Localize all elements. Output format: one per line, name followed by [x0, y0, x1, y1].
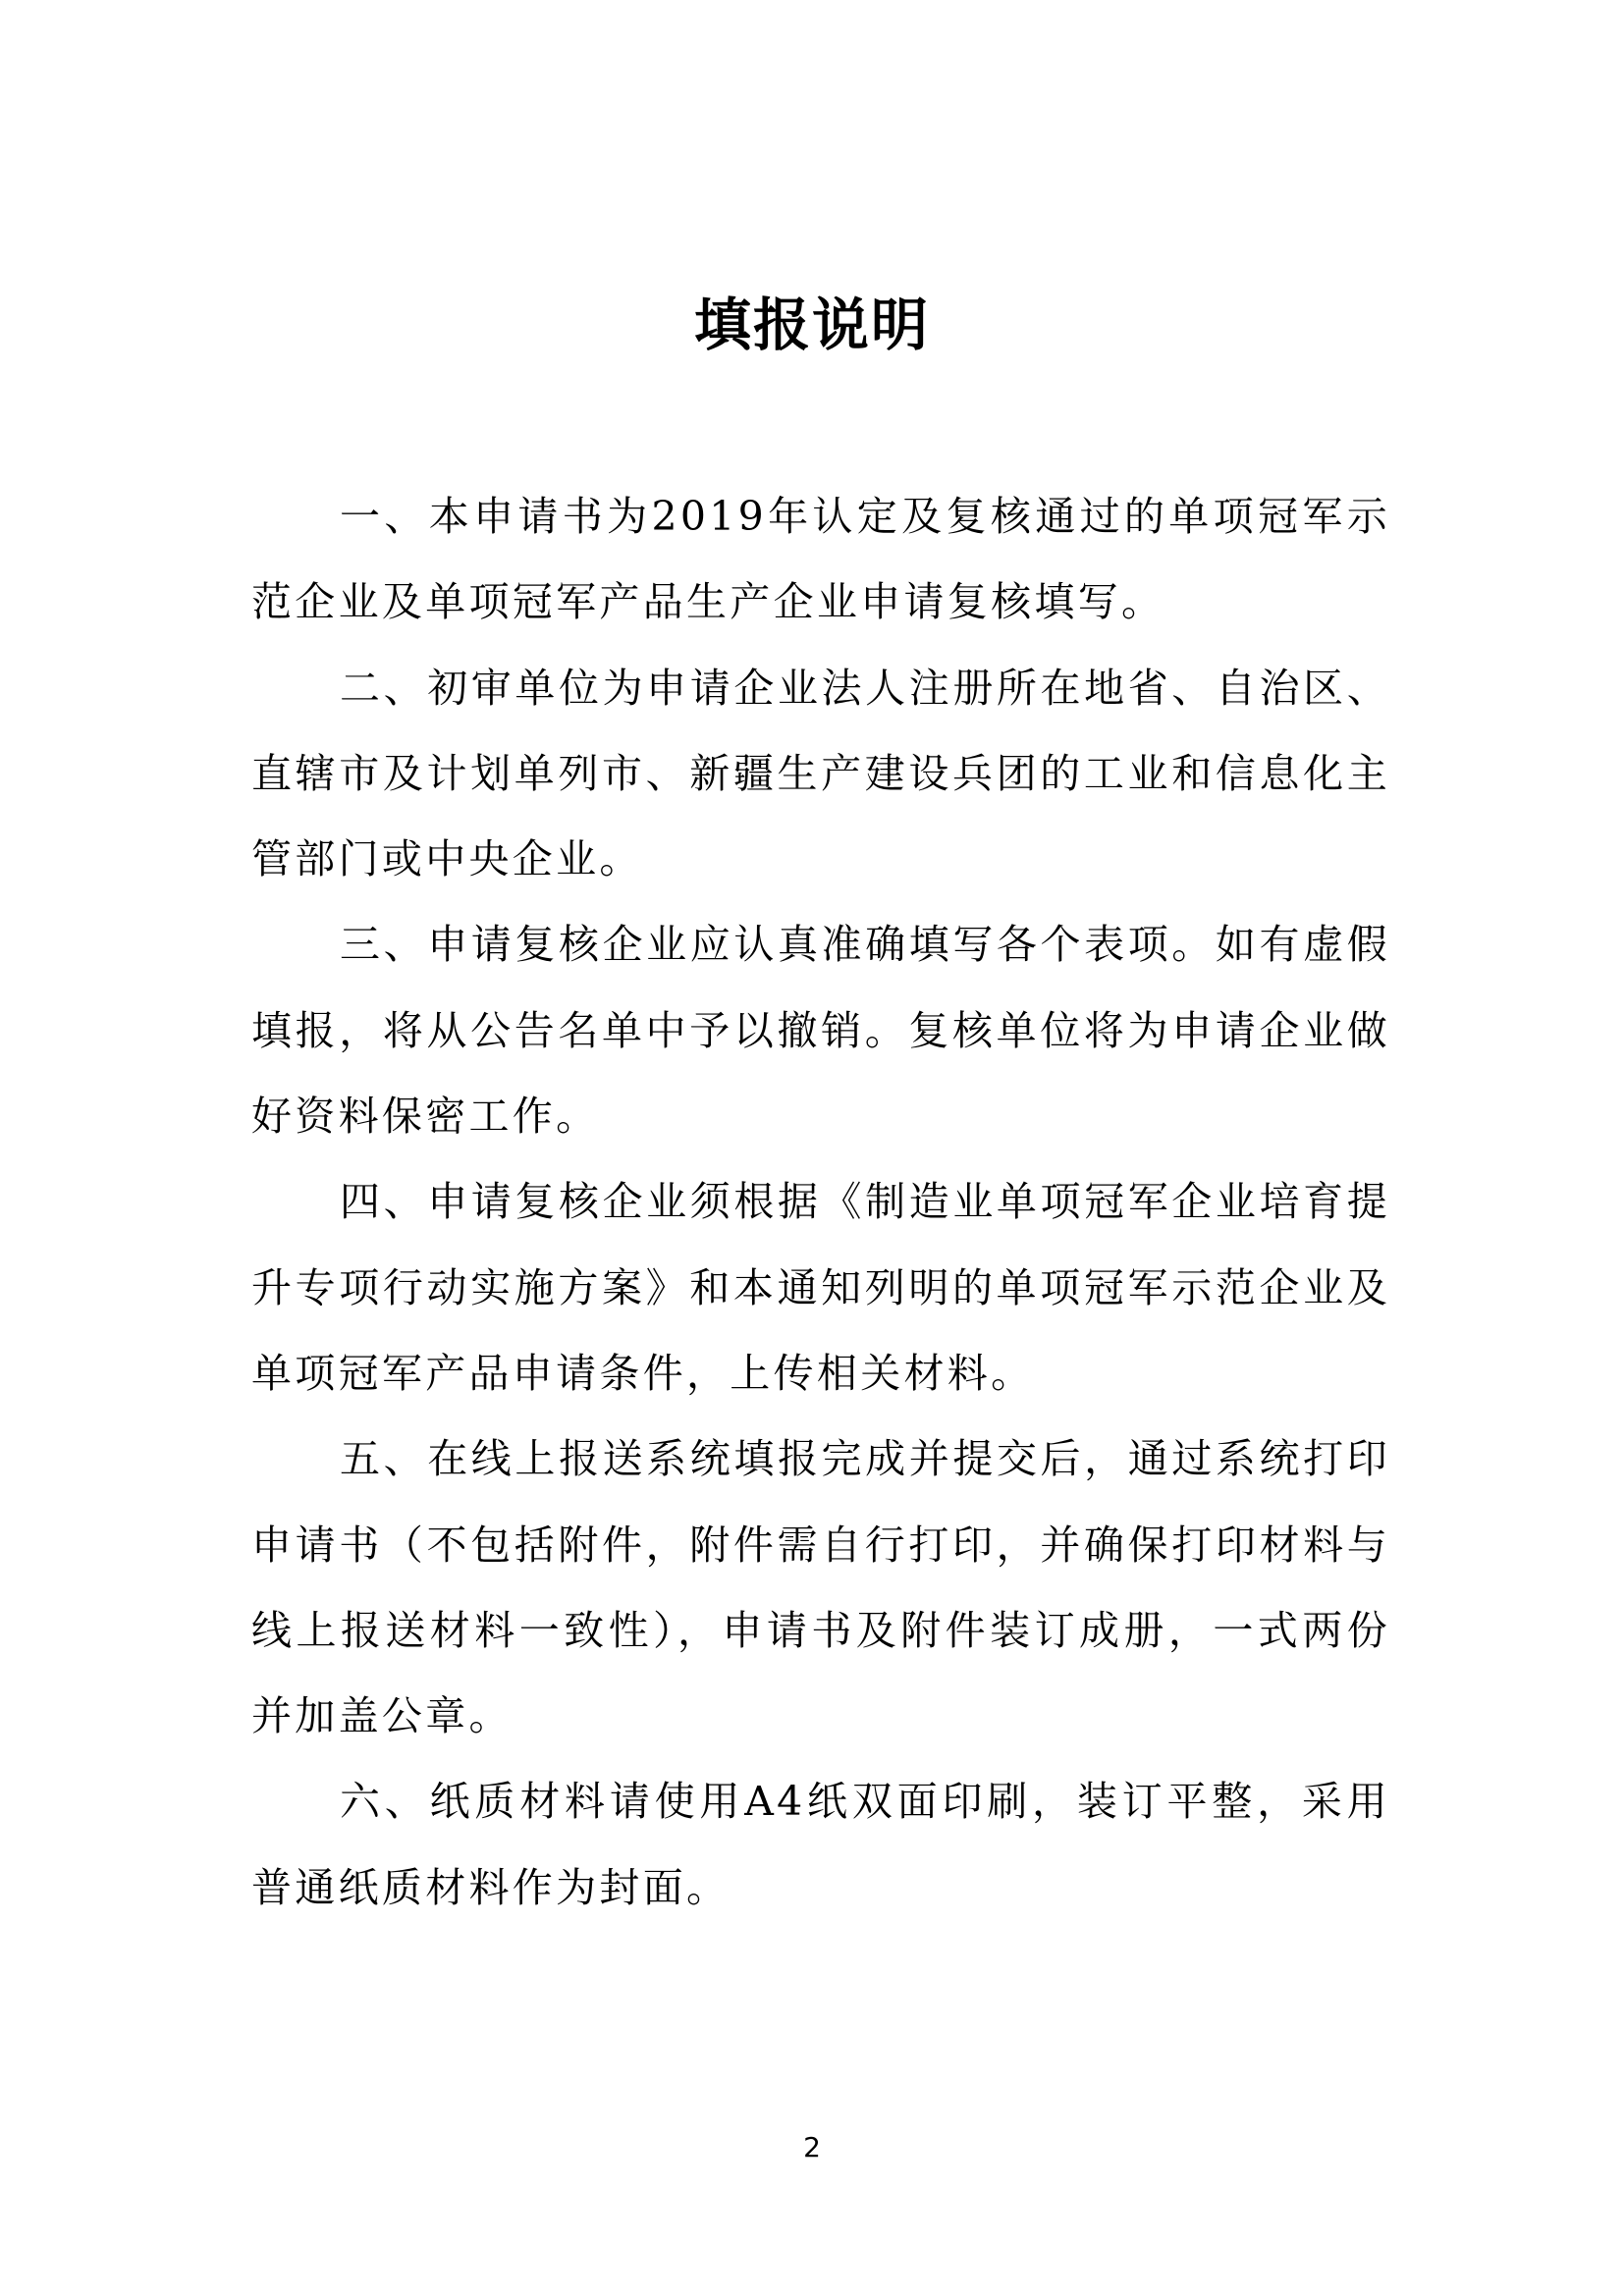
page-title: 填报说明	[693, 292, 930, 358]
instruction-paragraph-3: 三、申请复核企业应认真准确填写各个表项。如有虚假填报，将从公告名单中予以撤销。复核单位将为申请企业做好资料保密工作。	[251, 921, 1390, 1141]
instruction-paragraph-5: 五、在线上报送系统填报完成并提交后，通过系统打印申请书（不包括附件，附件需自行打印，并确保打印材料与线上报送材料一致性），申请书及附件装订成册，一式两份并加盖公章。	[251, 1435, 1390, 1740]
instruction-paragraph-6: 六、纸质材料请使用A4纸双面印刷，装订平整，采用普通纸质材料作为封面。	[251, 1778, 1390, 1911]
instruction-paragraph-4: 四、申请复核企业须根据《制造业单项冠军企业培育提升专项行动实施方案》和本通知列明的单项冠军示范企业及单项冠军产品申请条件，上传相关材料。	[251, 1178, 1390, 1397]
instruction-paragraph-1: 一、本申请书为2019年认定及复核通过的单项冠军示范企业及单项冠军产品生产企业申请复核填写。	[251, 493, 1390, 626]
instructions-body	[251, 474, 1390, 1931]
page-number: 2	[803, 2131, 821, 2163]
instruction-paragraph-2: 二、初审单位为申请企业法人注册所在地省、自治区、直辖市及计划单列市、新疆生产建设兵团的工业和信息化主管部门或中央企业。	[251, 664, 1390, 883]
